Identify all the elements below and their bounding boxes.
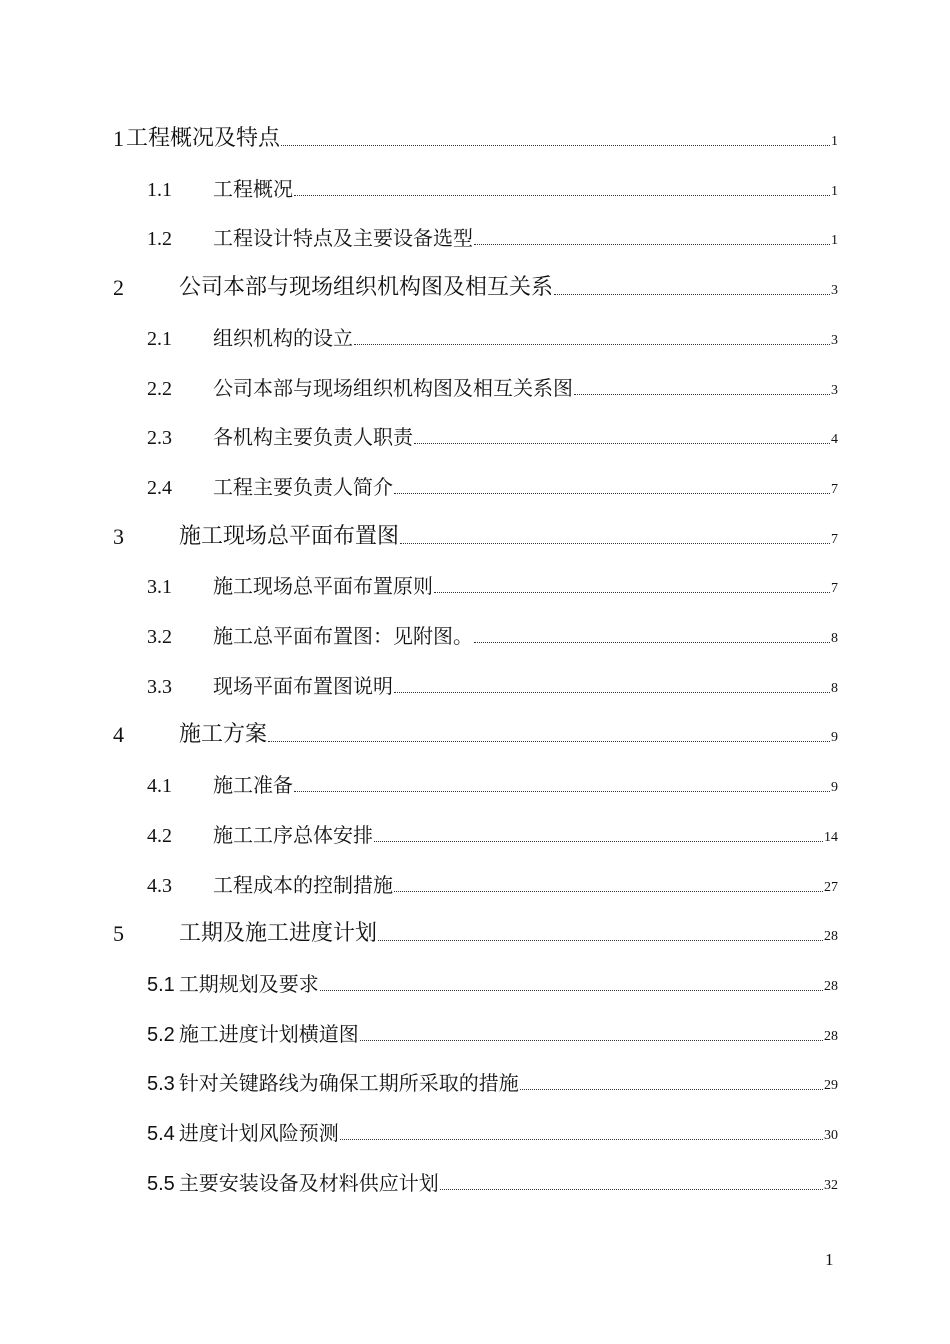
toc-leader-dots bbox=[574, 393, 830, 395]
page-number: 1 bbox=[825, 1250, 834, 1269]
toc-entry-number: 2.2 bbox=[147, 378, 172, 400]
toc-entry-page: 28 bbox=[824, 979, 838, 994]
toc-entry-page: 1 bbox=[831, 233, 838, 248]
toc-entry-page: 9 bbox=[831, 780, 838, 795]
toc-entry-page: 1 bbox=[831, 134, 838, 149]
toc-leader-dots bbox=[520, 1088, 823, 1090]
toc-entry-page: 1 bbox=[831, 184, 838, 199]
toc-entry-number: 2.3 bbox=[147, 427, 172, 449]
toc-entry-number: 5.4 bbox=[147, 1123, 175, 1145]
toc-entry-page: 3 bbox=[831, 333, 838, 348]
toc-entry-title: 施工方案 bbox=[179, 722, 268, 747]
toc-entry-page: 32 bbox=[824, 1178, 838, 1193]
toc-entry-page: 28 bbox=[824, 929, 838, 944]
toc-entry-page: 28 bbox=[824, 1029, 838, 1044]
toc-leader-dots bbox=[414, 442, 830, 444]
toc-entry-number: 2 bbox=[113, 275, 124, 300]
toc-leader-dots bbox=[474, 641, 830, 643]
toc-entry[interactable] bbox=[147, 1162, 838, 1196]
toc-entry-title: 各机构主要负责人职责 bbox=[213, 425, 413, 449]
toc-leader-dots bbox=[268, 740, 830, 742]
toc-entry-number: 3.2 bbox=[147, 626, 172, 648]
toc-entry-number: 2.4 bbox=[147, 477, 172, 499]
toc-entry-page: 3 bbox=[831, 383, 838, 398]
toc-entry-title: 工程概况及特点 bbox=[126, 126, 281, 151]
toc-entry[interactable] bbox=[147, 1062, 838, 1096]
toc-entry-page: 14 bbox=[824, 830, 838, 845]
toc-entry-page: 8 bbox=[831, 681, 838, 696]
toc-entry[interactable] bbox=[113, 267, 838, 301]
toc-entry[interactable] bbox=[113, 118, 838, 152]
toc-entry-page: 27 bbox=[824, 880, 838, 895]
toc-entry-title: 针对关键路线为确保工期所采取的措施 bbox=[178, 1071, 519, 1095]
toc-entry[interactable] bbox=[147, 963, 838, 997]
toc-entry-title: 现场平面布置图说明 bbox=[213, 674, 393, 698]
toc-entry-page: 3 bbox=[831, 283, 838, 298]
toc-entry-page: 4 bbox=[831, 432, 838, 447]
toc-entry-title: 工期及施工进度计划 bbox=[179, 921, 378, 946]
toc-leader-dots bbox=[281, 144, 830, 146]
toc-leader-dots bbox=[474, 243, 830, 245]
toc-entry-page: 29 bbox=[824, 1078, 838, 1093]
toc-leader-dots bbox=[394, 691, 830, 693]
toc-leader-dots bbox=[354, 343, 830, 345]
toc-entry[interactable] bbox=[113, 913, 838, 947]
toc-entry-number: 3.3 bbox=[147, 676, 172, 698]
toc-entry[interactable] bbox=[147, 168, 838, 202]
toc-leader-dots bbox=[554, 293, 830, 295]
toc-leader-dots bbox=[320, 989, 823, 991]
toc-entry[interactable] bbox=[147, 317, 838, 351]
toc-entry-page: 9 bbox=[831, 730, 838, 745]
toc-entry[interactable] bbox=[147, 764, 838, 798]
toc-entry-number: 4.1 bbox=[147, 775, 172, 797]
toc-entry[interactable] bbox=[113, 714, 838, 748]
toc-entry-title: 施工总平面布置图：见附图。 bbox=[213, 624, 473, 648]
toc-entry-title: 施工工序总体安排 bbox=[213, 823, 373, 847]
toc-entry-page: 7 bbox=[831, 532, 838, 547]
toc-leader-dots bbox=[378, 939, 823, 941]
toc-entry-number: 4.3 bbox=[147, 875, 172, 897]
toc-entry-title: 工程成本的控制措施 bbox=[213, 873, 393, 897]
toc-leader-dots bbox=[360, 1039, 823, 1041]
toc-entry-page: 8 bbox=[831, 631, 838, 646]
toc-entry-title: 工程概况 bbox=[213, 177, 293, 201]
toc-entry-number: 5.5 bbox=[147, 1173, 175, 1195]
toc-entry[interactable] bbox=[147, 1013, 838, 1047]
toc-leader-dots bbox=[374, 840, 823, 842]
toc-leader-dots bbox=[400, 542, 830, 544]
toc-entry-number: 5.1 bbox=[147, 974, 175, 996]
toc-entry[interactable] bbox=[147, 367, 838, 401]
toc-entry-title: 工程设计特点及主要设备选型 bbox=[213, 226, 473, 250]
toc-leader-dots bbox=[434, 591, 830, 593]
toc-entry-title: 进度计划风险预测 bbox=[178, 1121, 339, 1145]
toc-leader-dots bbox=[440, 1188, 823, 1190]
toc-entry[interactable] bbox=[147, 565, 838, 599]
toc-entry-number: 1.1 bbox=[147, 179, 172, 201]
toc-entry[interactable] bbox=[147, 615, 838, 649]
toc-entry-title: 施工进度计划横道图 bbox=[178, 1022, 359, 1046]
toc-entry-number: 5.2 bbox=[147, 1024, 175, 1046]
toc-leader-dots bbox=[340, 1138, 823, 1140]
toc-entry[interactable] bbox=[147, 217, 838, 251]
toc-entry[interactable] bbox=[113, 516, 838, 550]
toc-entry[interactable] bbox=[147, 466, 838, 500]
toc-entry-number: 3 bbox=[113, 524, 124, 549]
toc-entry-number: 3.1 bbox=[147, 576, 172, 598]
toc-entry-number: 1 bbox=[113, 126, 124, 151]
toc-entry-title: 公司本部与现场组织机构图及相互关系 bbox=[179, 275, 554, 300]
toc-entry-title: 工期规划及要求 bbox=[178, 972, 319, 996]
toc-entry[interactable] bbox=[147, 416, 838, 450]
toc-entry[interactable] bbox=[147, 665, 838, 699]
toc-entry-title: 主要安装设备及材料供应计划 bbox=[178, 1171, 439, 1195]
toc-entry-number: 2.1 bbox=[147, 328, 172, 350]
toc-entry-title: 工程主要负责人简介 bbox=[213, 475, 393, 499]
toc-entry-title: 施工现场总平面布置图 bbox=[179, 524, 400, 549]
toc-leader-dots bbox=[294, 790, 830, 792]
toc-leader-dots bbox=[394, 890, 823, 892]
toc-entry-title: 公司本部与现场组织机构图及相互关系图 bbox=[213, 376, 573, 400]
toc-entry-page: 30 bbox=[824, 1128, 838, 1143]
toc-entry-number: 5 bbox=[113, 921, 124, 946]
toc-entry[interactable] bbox=[147, 864, 838, 898]
toc-entry-number: 4.2 bbox=[147, 825, 172, 847]
toc-entry-page: 7 bbox=[831, 482, 838, 497]
toc-entry-page: 7 bbox=[831, 581, 838, 596]
toc-entry-number: 1.2 bbox=[147, 228, 172, 250]
toc-entry-title: 施工现场总平面布置原则 bbox=[213, 574, 433, 598]
toc-entry[interactable] bbox=[147, 1112, 838, 1146]
toc-leader-dots bbox=[294, 194, 830, 196]
toc-entry-number: 4 bbox=[113, 722, 124, 747]
toc-entry-title: 组织机构的设立 bbox=[213, 326, 353, 350]
toc-entry-title: 施工准备 bbox=[213, 773, 293, 797]
toc-entry[interactable] bbox=[147, 814, 838, 848]
toc-entry-number: 5.3 bbox=[147, 1073, 175, 1095]
toc-leader-dots bbox=[394, 492, 830, 494]
